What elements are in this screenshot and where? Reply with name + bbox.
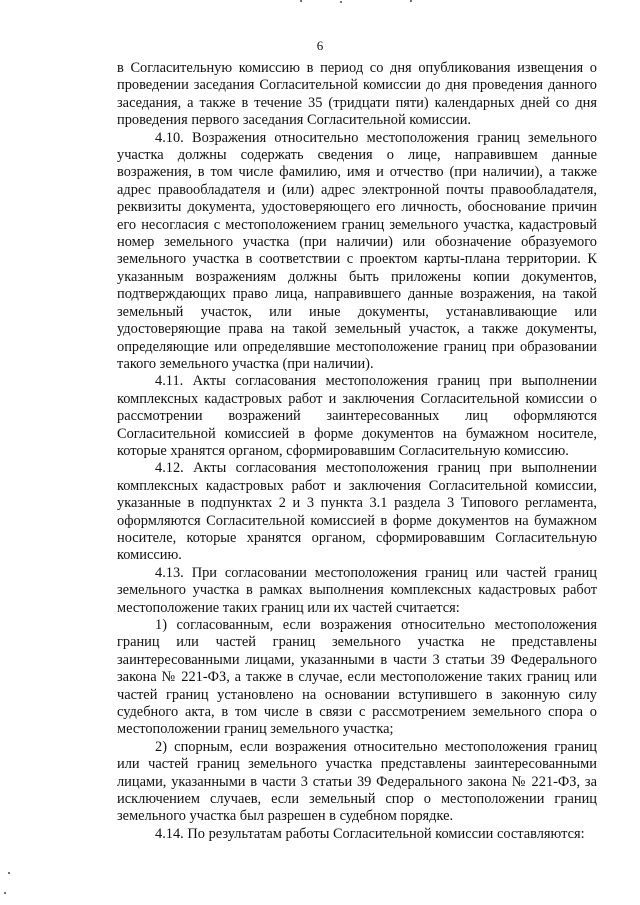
paragraph-4-13-item-1: 1) согласованным, если возражения относительно местоположения границ или частей границ земельного участка не представлены заинтересованными лицами, указанными в части 3 статьи 39 Федерального закона № 221-ФЗ, а также в случае, если местоположение таких границ или частей границ установлено на основании вступившего в законную силу судебного акта, в том числе в связи с рассмотрением земельного спора о местоположении границ земельного участка; <box>117 617 597 738</box>
paragraph-continuation: в Согласительную комиссию в период со дня опубликования извещения о проведении заседания Согласительной комиссии до дня проведения данного заседания, а также в течение 35 (тридцати пяти) календарных дней со дня проведения первого заседания Согласительной комиссии. <box>117 60 597 129</box>
document-body <box>117 60 597 843</box>
paragraph-4-11: 4.11. Акты согласования местоположения границ при выполнении комплексных кадастровых работ и заключения Согласительной комиссии о рассмотрении возражений заинтересованных лиц оформляются Согласительной комиссией в форме документов на бумажном носителе, которые хранятся органом, сформировавшим Согласительную комиссию. <box>117 373 597 459</box>
paragraph-4-14: 4.14. По результатам работы Согласительной комиссии составляются: <box>155 825 585 842</box>
paragraph-4-10: 4.10. Возражения относительно местоположения границ земельного участка должны содержать сведения о лице, направившем данные возражения, в том числе фамилию, имя и отчество (при наличии), а также адрес правообладателя и (или) адрес электронной почты правообладателя, реквизиты документа, удостоверяющего его личность, обоснование причин его несогласия с местоположением границ земельного участка, кадастровый номер земельного участка (при наличии) или обозначение образуемого земельного участка в соответствии с проектом карты-плана территории. К указанным возражениям должны быть приложены копии документов, подтверждающих право лица, направившего данные возражения, на такой земельный участок, или иные документы, устанавливающие или удостоверяющие права на такой земельный участок, а также документы, определяющие или определявшие местоположение границ при образовании такого земельного участка (при наличии). <box>117 129 597 372</box>
paragraph-4-12: 4.12. Акты согласования местоположения границ при выполнении комплексных кадастровых работ и заключения Согласительной комиссии, указанные в подпунктах 2 и 3 пункта 3.1 раздела 3 Типового регламента, оформляются Согласительной комиссией в форме документов на бумажном носителе, которые хранятся органом, сформировавшим Согласительную комиссию. <box>117 460 597 564</box>
scan-artifact <box>300 0 420 4</box>
page-number: 6 <box>316 38 324 53</box>
scan-speck <box>8 872 10 874</box>
paragraph-4-13-item-2: 2) спорным, если возражения относительно местоположения границ или частей границ земельного участка представлены заинтересованными лицами, указанными в части 3 статьи 39 Федерального закона № 221-ФЗ, за исключением случаев, если земельный спор о местоположении границ земельного участка был разрешен в судебном порядке. <box>117 738 597 825</box>
paragraph-4-13: 4.13. При согласовании местоположения границ или частей границ земельного участка в рамках выполнения комплексных кадастровых работ местоположение таких границ или их частей считается: <box>117 564 597 616</box>
scan-speck <box>4 892 6 894</box>
